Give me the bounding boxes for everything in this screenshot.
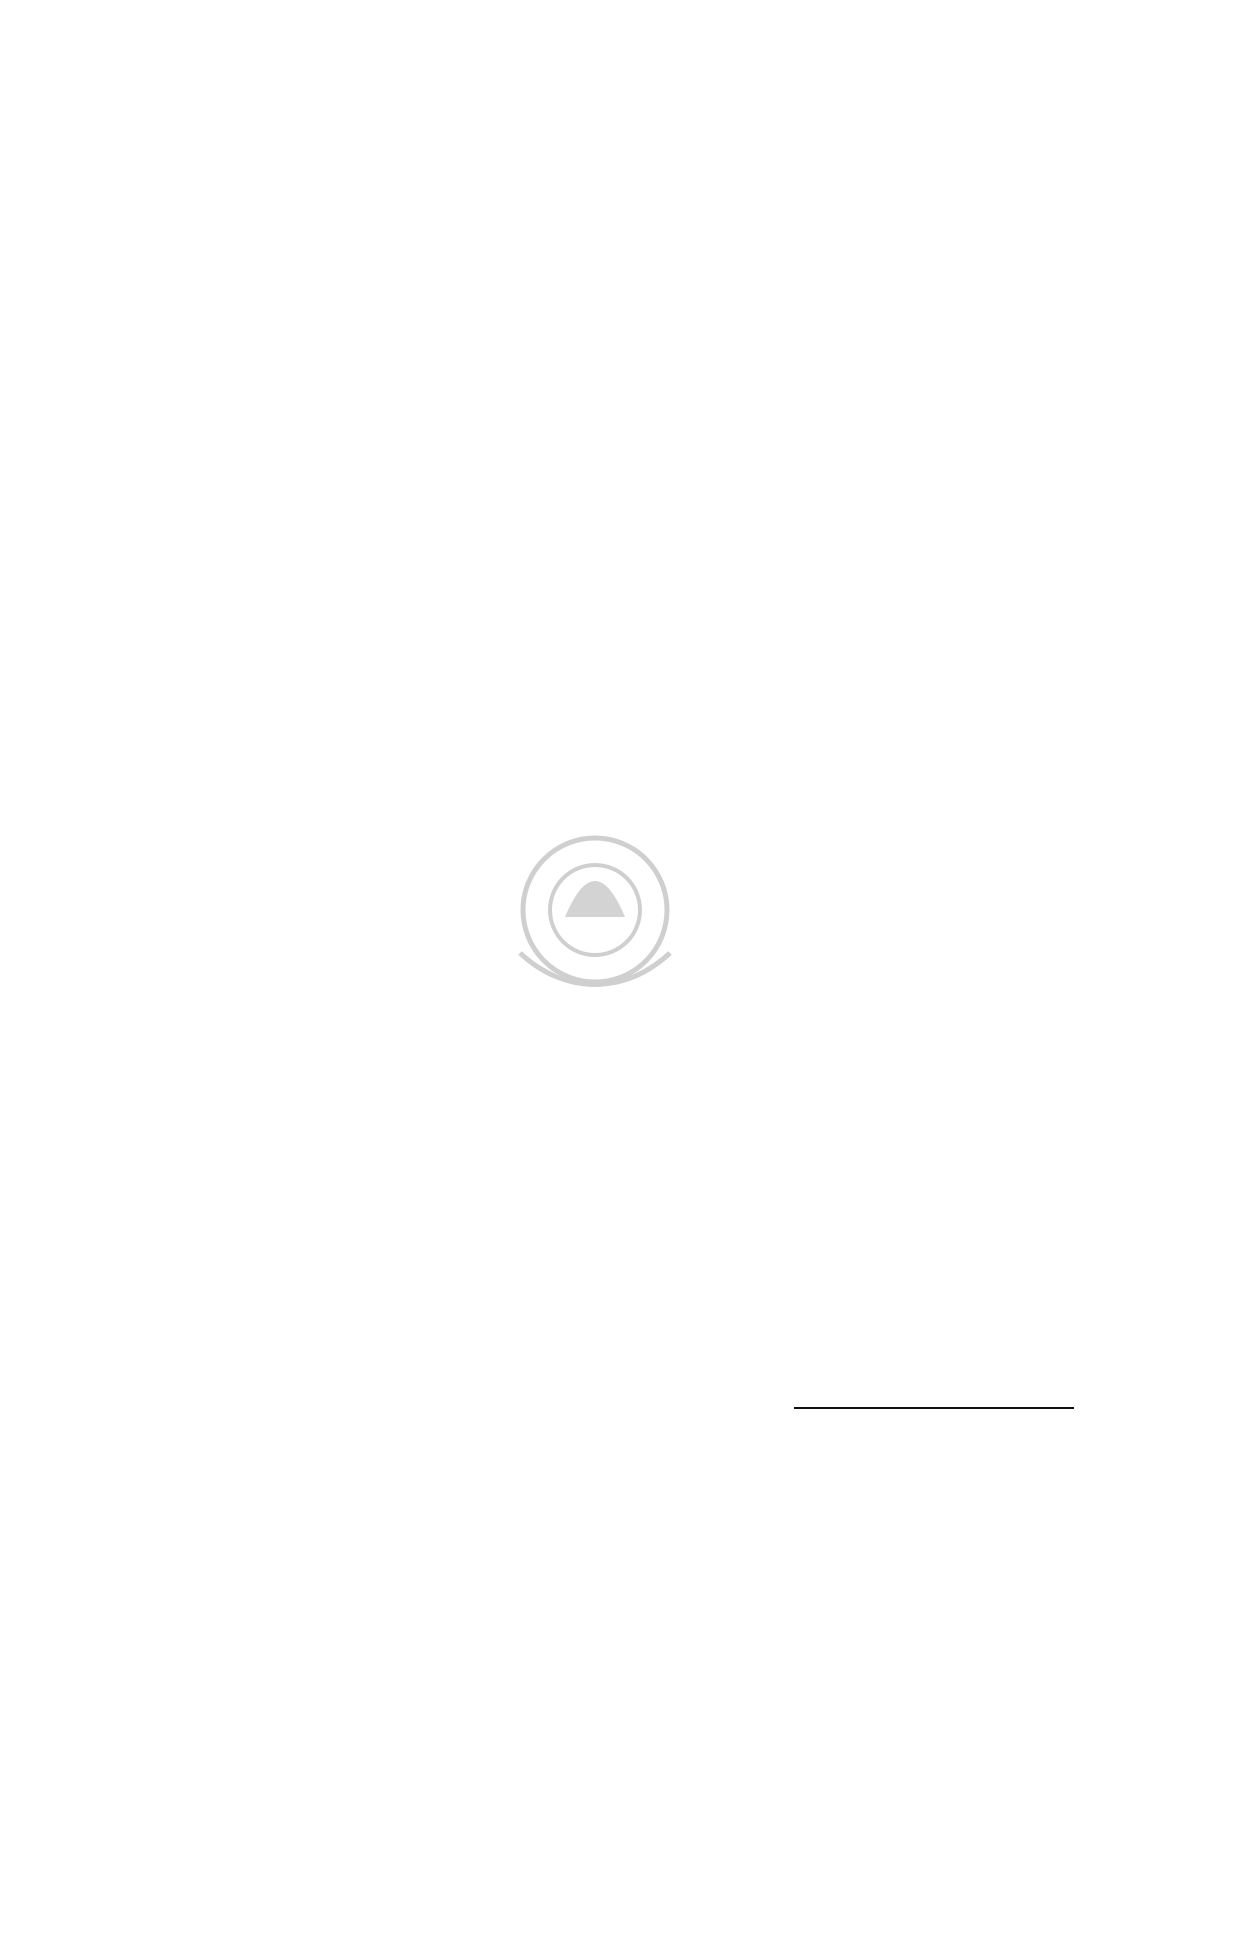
book-signature (150, 1832, 480, 1882)
footnote-5 (190, 1665, 1074, 1713)
paragraph-7 (190, 1159, 1074, 1275)
paragraph-6 (190, 1015, 1074, 1131)
paragraph-1 (190, 95, 1074, 211)
page-footer (150, 1740, 480, 1882)
paragraph-4 (190, 527, 1074, 643)
page-number (150, 1740, 480, 1790)
section-heading (190, 671, 1074, 729)
footnote-3 (190, 1569, 1074, 1617)
footnote-2 (190, 1473, 1074, 1569)
footnote-divider (794, 1407, 1074, 1409)
library-stamp-icon (485, 805, 705, 1015)
footnote-4 (190, 1617, 1074, 1665)
footnote-1 (190, 1425, 1074, 1473)
paragraph-2 (190, 239, 1074, 355)
footnotes (190, 1425, 1074, 1713)
paragraph-3 (190, 383, 1074, 499)
main-text (190, 95, 1074, 1303)
